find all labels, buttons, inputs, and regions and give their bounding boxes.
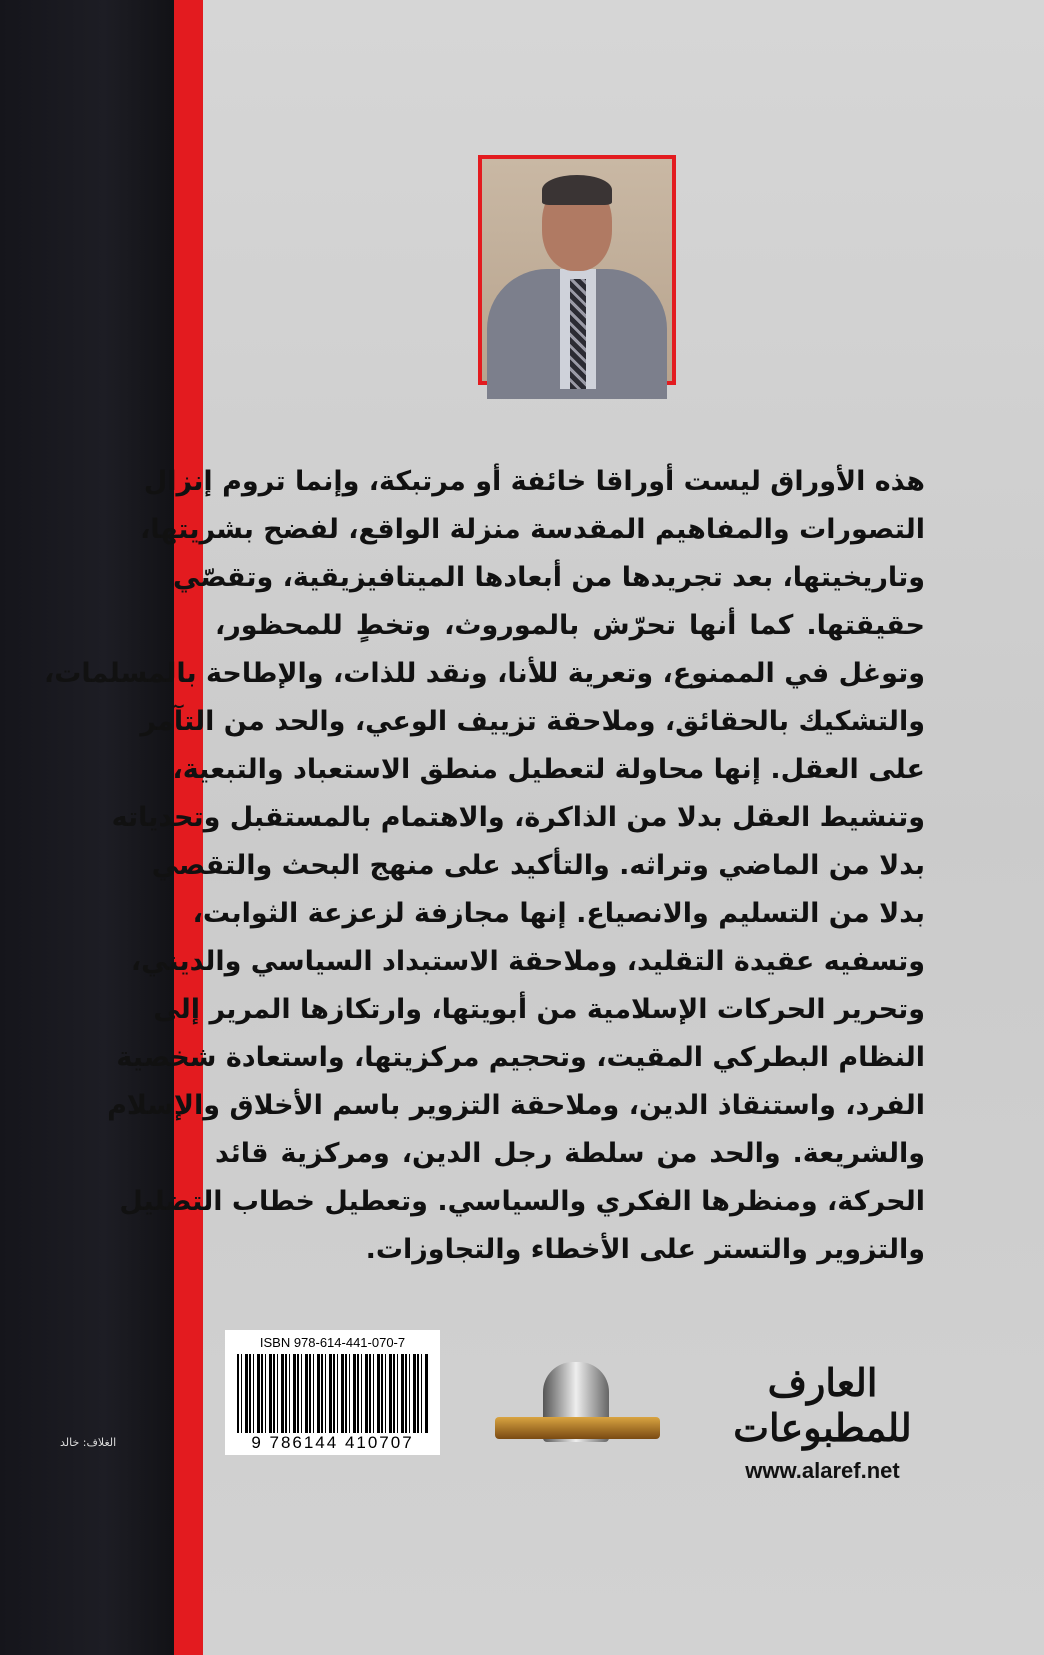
blurb-line: وتوغل في الممنوع، وتعرية للأنا، ونقد للذات، والإطاحة بالمسلمات،: [43, 658, 925, 689]
blurb-line: وتنشيط العقل بدلا من الذاكرة، والاهتمام بالمستقبل وتحدياته: [111, 802, 925, 833]
blurb-line: وتسفيه عقيدة التقليد، وملاحقة الاستبداد السياسي والديني،: [130, 946, 925, 977]
blurb-line: الحركة، ومنظرها الفكري والسياسي. وتعطيل خطاب التضليل: [119, 1186, 925, 1217]
blurb-line: بدلا من الماضي وتراثه. والتأكيد على منهج البحث والتقصي: [151, 850, 925, 881]
emblem-logo: [495, 1362, 660, 1452]
blurb-line: والتشكيك بالحقائق، وملاحقة تزييف الوعي، والحد من التآمر: [140, 706, 925, 737]
blurb-line: الفرد، واستنقاذ الدين، وملاحقة التزوير باسم الأخلاق والإسلام: [107, 1090, 925, 1121]
blurb-line: والشريعة. والحد من سلطة رجل الدين، ومركزية قائد: [215, 1138, 925, 1169]
blurb-line: بدلا من التسليم والانصياع. إنها مجازفة لزعزعة الثوابت،: [192, 898, 925, 929]
blurb-line: على العقل. إنها محاولة لتعطيل منطق الاستعباد والتبعية،: [172, 754, 925, 785]
publisher-name: العارف للمطبوعات: [733, 1360, 912, 1450]
blurb-line: وتحرير الحركات الإسلامية من أبويتها، وارتكازها المرير إلى: [153, 994, 925, 1025]
barcode-digits: 9 786144 410707: [225, 1433, 440, 1453]
isbn-text: ISBN 978-614-441-070-7: [259, 1335, 406, 1350]
blurb-text: [43, 458, 925, 1274]
publisher-logo: [720, 1360, 925, 1484]
barcode-bars: [237, 1354, 429, 1434]
blurb-line: التصورات والمفاهيم المقدسة منزلة الواقع، لفضح بشريتها،: [140, 514, 925, 545]
publisher-url: www.alaref.net: [745, 1458, 900, 1483]
author-photo: [478, 155, 676, 385]
blurb-line: والتزوير والتستر على الأخطاء والتجاوزات.: [365, 1234, 925, 1265]
isbn-barcode: [225, 1330, 440, 1455]
cover-credit: الغلاف: خالد: [60, 1436, 117, 1449]
blurb-line: حقيقتها. كما أنها تحرّش بالموروث، وتخطٍ للمحظور،: [215, 610, 925, 641]
blurb-line: هذه الأوراق ليست أوراقا خائفة أو مرتبكة، وإنما تروم إنزال: [143, 466, 925, 497]
blurb-line: النظام البطركي المقيت، وتحجيم مركزيتها، واستعادة شخصية: [116, 1042, 925, 1073]
blurb-line: وتاريخيتها، بعد تجريدها من أبعادها الميتافيزيقية، وتقصّي: [173, 562, 925, 593]
